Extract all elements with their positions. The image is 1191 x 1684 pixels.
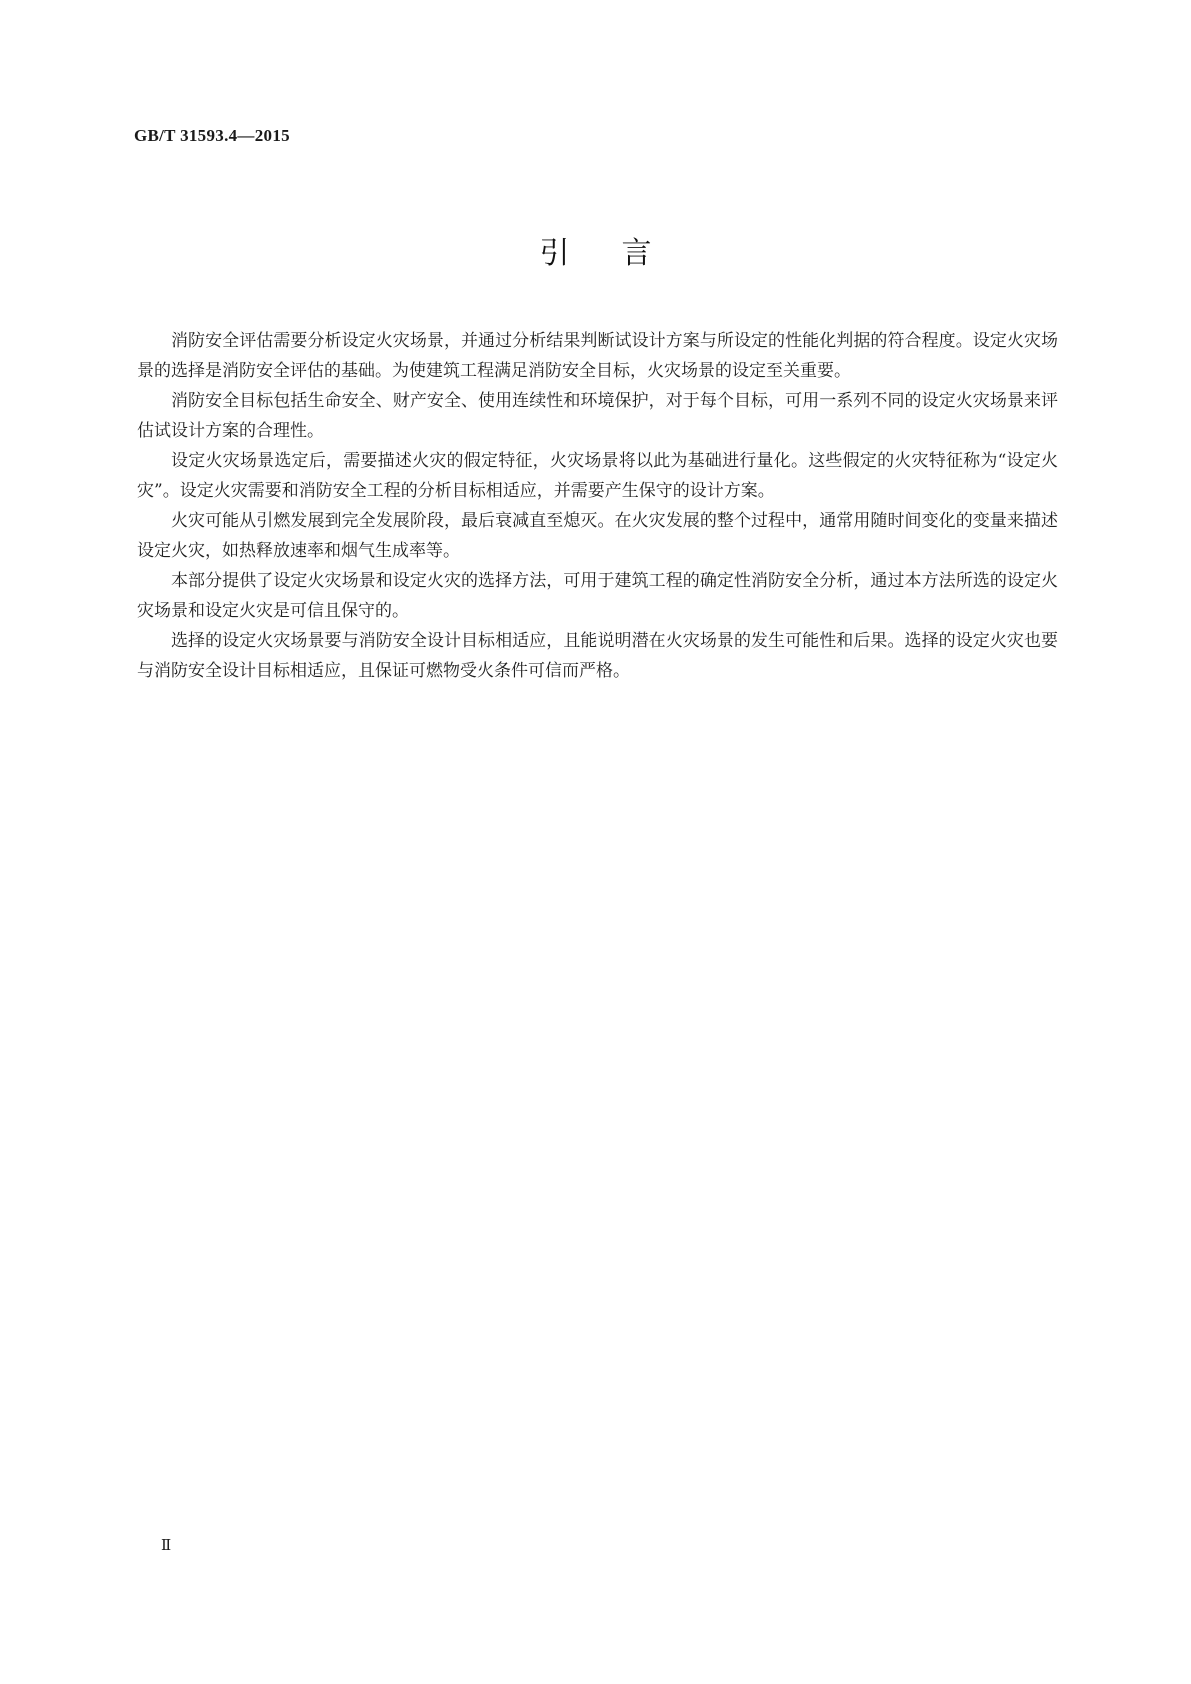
- paragraph-2: 消防安全目标包括生命安全、财产安全、使用连续性和环境保护，对于每个目标，可用一系列不同的设定火灾场景来评估试设计方案的合理性。: [137, 391, 1058, 441]
- paragraph-4: 火灾可能从引燃发展到完全发展阶段，最后衰减直至熄灭。在火灾发展的整个过程中，通常用随时间变化的变量来描述设定火灾，如热释放速率和烟气生成率等。: [137, 511, 1058, 561]
- page-title: 引言: [539, 236, 704, 271]
- body-text: [137, 326, 1058, 686]
- page-number: Ⅱ: [161, 1538, 172, 1554]
- paragraph-6: 选择的设定火灾场景要与消防安全设计目标相适应，且能说明潜在火灾场景的发生可能性和后果。选择的设定火灾也要与消防安全设计目标相适应，且保证可燃物受火条件可信而严格。: [137, 631, 1058, 681]
- standard-number: GB/T 31593.4—2015: [134, 126, 290, 145]
- paragraph-5: 本部分提供了设定火灾场景和设定火灾的选择方法，可用于建筑工程的确定性消防安全分析，通过本方法所选的设定火灾场景和设定火灾是可信且保守的。: [137, 571, 1058, 621]
- paragraph-1: 消防安全评估需要分析设定火灾场景，并通过分析结果判断试设计方案与所设定的性能化判据的符合程度。设定火灾场景的选择是消防安全评估的基础。为使建筑工程满足消防安全目标，火灾场景的设定至关重要。: [137, 331, 1058, 381]
- paragraph-3: 设定火灾场景选定后，需要描述火灾的假定特征，火灾场景将以此为基础进行量化。这些假定的火灾特征称为“设定火灾”。设定火灾需要和消防安全工程的分析目标相适应，并需要产生保守的设计方案。: [137, 451, 1058, 501]
